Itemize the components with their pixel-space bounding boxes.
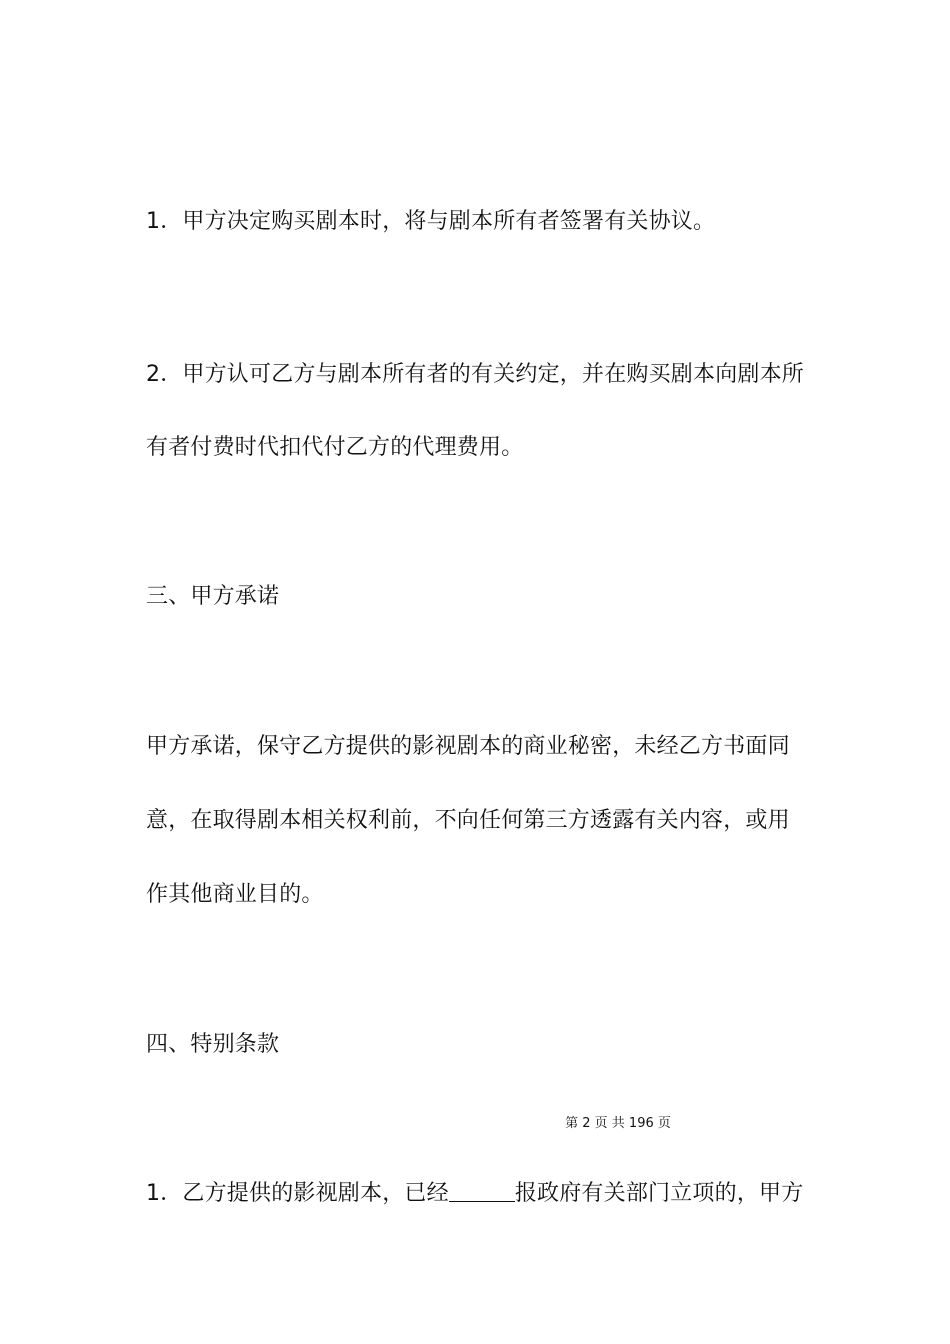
section-3-body-line-1: 甲方承诺，保守乙方提供的影视剧本的商业秘密，未经乙方书面同 — [146, 734, 790, 759]
clause-4-1-text-after: 报政府有关部门立项的，甲方 — [514, 1181, 804, 1206]
blank-fill-line — [449, 1179, 515, 1202]
section-4-heading: 四、特别条款 — [146, 1032, 280, 1057]
clause-2-line-1: 2．甲方认可乙方与剧本所有者的有关约定，并在购买剧本向剧本所 — [146, 362, 804, 387]
section-3-heading: 三、甲方承诺 — [146, 584, 280, 609]
clause-2-line-2: 有者付费时代扣代付乙方的代理费用。 — [146, 435, 524, 460]
page-number: 第 2 页 共 196 页 — [565, 1116, 671, 1131]
clause-4-1 — [146, 1179, 810, 1209]
section-3-body-line-3: 作其他商业目的。 — [146, 882, 324, 907]
clause-1: 1．甲方决定购买剧本时，将与剧本所有者签署有关协议。 — [146, 209, 716, 234]
clause-4-1-text-before: 1．乙方提供的影视剧本，已经 — [146, 1181, 449, 1206]
section-3-body-line-2: 意，在取得剧本相关权利前，不向任何第三方透露有关内容，或用 — [146, 808, 790, 833]
